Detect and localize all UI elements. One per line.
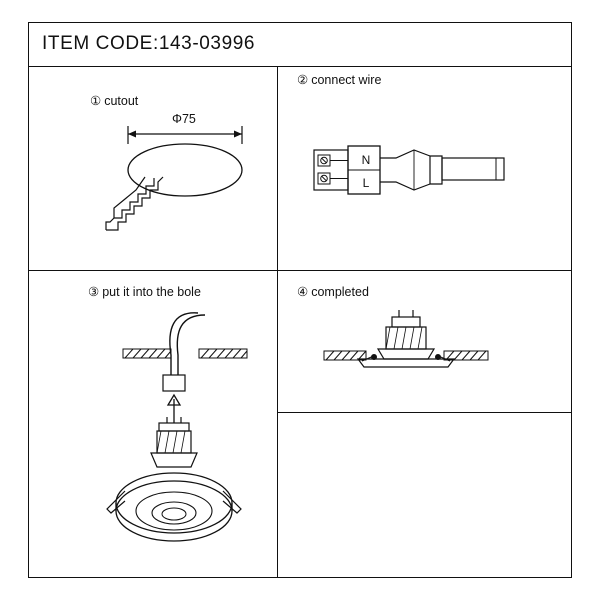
- title-bar: [28, 22, 572, 67]
- panel-cutout-marker: ①: [90, 94, 102, 108]
- panel-completed-marker: ④: [297, 285, 309, 299]
- panel4-bottom-divider: [277, 412, 572, 413]
- cutout-drawing: [100, 120, 270, 260]
- panel-completed-label: [297, 284, 369, 299]
- panel-completed-text: completed: [311, 285, 369, 299]
- insert-drawing: [95, 305, 275, 560]
- row-divider: [28, 270, 572, 271]
- svg-text:N: N: [361, 153, 371, 167]
- panel-insert-label: [88, 284, 201, 299]
- page-title: ITEM CODE:143-03996: [42, 33, 256, 54]
- column-divider-bottom: [277, 270, 278, 578]
- svg-text:L: L: [362, 176, 370, 190]
- connect-wire-drawing: [310, 140, 520, 210]
- panel-connect-wire-label: [297, 72, 381, 87]
- panel-connect-wire-marker: ②: [297, 73, 309, 87]
- column-divider-top: [277, 67, 278, 270]
- panel-insert-text: put it into the bole: [102, 285, 201, 299]
- cutout-diameter-label: Φ75: [172, 112, 196, 126]
- panel-cutout-label: [90, 93, 138, 108]
- panel-connect-wire-text: connect wire: [311, 73, 382, 87]
- panel-cutout-text: cutout: [104, 94, 139, 108]
- completed-drawing: [318, 305, 498, 395]
- panel-insert-marker: ③: [88, 285, 100, 299]
